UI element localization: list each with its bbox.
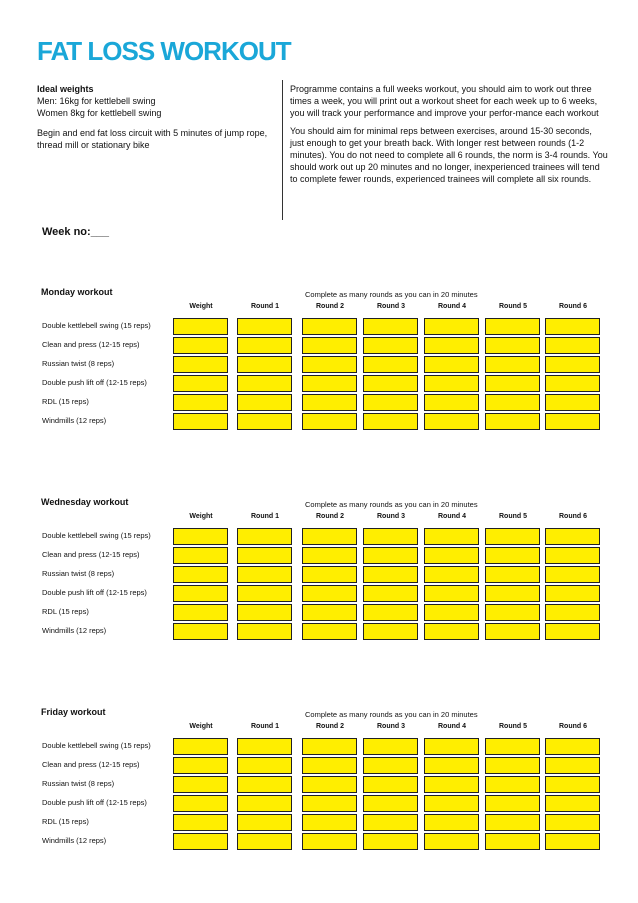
entry-cell[interactable] <box>485 394 540 411</box>
entry-cell[interactable] <box>302 776 357 793</box>
column-header: Round 4 <box>438 723 466 730</box>
entry-cell[interactable] <box>173 776 228 793</box>
entry-cell[interactable] <box>173 566 228 583</box>
entry-cell[interactable] <box>545 356 600 373</box>
rounds-note: Complete as many rounds as you can in 20 minutes <box>305 710 478 719</box>
column-header: Round 3 <box>377 513 405 520</box>
exercise-label: Russian twist (8 reps) <box>42 779 115 788</box>
entry-cell[interactable] <box>302 356 357 373</box>
entry-cell[interactable] <box>424 394 479 411</box>
column-header: Round 1 <box>251 513 279 520</box>
entry-cell[interactable] <box>237 356 292 373</box>
programme-paragraph-1: Programme contains a full weeks workout, you should aim to work out three times a week, you will print out a workout sheet for each week up to 6 weeks, you will track your performance and improve your perfor-mance each workout <box>290 84 599 118</box>
entry-cell[interactable] <box>302 795 357 812</box>
entry-cell[interactable] <box>302 413 357 430</box>
entry-cell[interactable] <box>237 795 292 812</box>
entry-cell[interactable] <box>485 814 540 831</box>
entry-cell[interactable] <box>173 547 228 564</box>
entry-cell[interactable] <box>237 604 292 621</box>
entry-cell[interactable] <box>424 833 479 850</box>
exercise-label: Double kettlebell swing (15 reps) <box>42 321 151 330</box>
entry-cell[interactable] <box>363 337 418 354</box>
entry-cell[interactable] <box>545 394 600 411</box>
entry-cell[interactable] <box>545 814 600 831</box>
entry-cell[interactable] <box>237 528 292 545</box>
entry-cell[interactable] <box>173 833 228 850</box>
entry-cell[interactable] <box>424 375 479 392</box>
entry-cell[interactable] <box>302 337 357 354</box>
workout-title: Monday workout <box>41 287 113 297</box>
entry-cell[interactable] <box>173 795 228 812</box>
entry-cell[interactable] <box>545 623 600 640</box>
entry-cell[interactable] <box>237 814 292 831</box>
column-divider <box>282 80 283 220</box>
entry-cell[interactable] <box>545 833 600 850</box>
entry-cell[interactable] <box>237 776 292 793</box>
column-header: Round 6 <box>559 723 587 730</box>
entry-cell[interactable] <box>173 375 228 392</box>
entry-cell[interactable] <box>485 337 540 354</box>
entry-cell[interactable] <box>545 795 600 812</box>
entry-cell[interactable] <box>237 547 292 564</box>
entry-cell[interactable] <box>302 814 357 831</box>
entry-cell[interactable] <box>363 566 418 583</box>
entry-cell[interactable] <box>485 757 540 774</box>
column-header: Weight <box>189 303 213 310</box>
entry-cell[interactable] <box>363 833 418 850</box>
entry-cell[interactable] <box>424 814 479 831</box>
entry-cell[interactable] <box>173 528 228 545</box>
entry-cell[interactable] <box>237 585 292 602</box>
entry-cell[interactable] <box>545 337 600 354</box>
exercise-label: Clean and press (12-15 reps) <box>42 760 140 769</box>
entry-cell[interactable] <box>302 318 357 335</box>
exercise-label: Russian twist (8 reps) <box>42 569 115 578</box>
entry-cell[interactable] <box>485 318 540 335</box>
entry-cell[interactable] <box>363 356 418 373</box>
entry-cell[interactable] <box>424 566 479 583</box>
ideal-weights-heading: Ideal weights <box>37 84 94 94</box>
column-header: Weight <box>189 513 213 520</box>
entry-cell[interactable] <box>363 623 418 640</box>
entry-cell[interactable] <box>485 566 540 583</box>
entry-cell[interactable] <box>545 604 600 621</box>
entry-cell[interactable] <box>173 585 228 602</box>
exercise-label: Clean and press (12-15 reps) <box>42 340 140 349</box>
entry-cell[interactable] <box>173 318 228 335</box>
exercise-label: Russian twist (8 reps) <box>42 359 115 368</box>
entry-cell[interactable] <box>485 623 540 640</box>
entry-cell[interactable] <box>424 604 479 621</box>
entry-cell[interactable] <box>363 814 418 831</box>
entry-cell[interactable] <box>173 337 228 354</box>
workout-title: Friday workout <box>41 707 106 717</box>
column-header: Round 2 <box>316 513 344 520</box>
entry-cell[interactable] <box>424 738 479 755</box>
entry-cell[interactable] <box>302 394 357 411</box>
rounds-note: Complete as many rounds as you can in 20 minutes <box>305 290 478 299</box>
entry-cell[interactable] <box>485 375 540 392</box>
friday-workout-section <box>0 707 638 867</box>
column-header: Round 3 <box>377 723 405 730</box>
entry-cell[interactable] <box>424 413 479 430</box>
entry-cell[interactable] <box>237 623 292 640</box>
entry-cell[interactable] <box>545 566 600 583</box>
entry-cell[interactable] <box>302 623 357 640</box>
entry-cell[interactable] <box>302 528 357 545</box>
entry-cell[interactable] <box>173 757 228 774</box>
exercise-label: Double kettlebell swing (15 reps) <box>42 741 151 750</box>
women-weight-text: Women 8kg for kettlebell swing <box>37 108 162 118</box>
column-header: Round 2 <box>316 303 344 310</box>
entry-cell[interactable] <box>173 623 228 640</box>
entry-cell[interactable] <box>237 394 292 411</box>
entry-cell[interactable] <box>363 585 418 602</box>
exercise-label: Double push lift off (12-15 reps) <box>42 798 147 807</box>
column-header: Round 4 <box>438 513 466 520</box>
exercise-label: Clean and press (12-15 reps) <box>42 550 140 559</box>
week-number-field[interactable]: Week no:___ <box>42 226 110 238</box>
entry-cell[interactable] <box>363 528 418 545</box>
exercise-label: Windmills (12 reps) <box>42 626 107 635</box>
entry-cell[interactable] <box>302 547 357 564</box>
column-header: Round 1 <box>251 723 279 730</box>
column-header: Round 6 <box>559 303 587 310</box>
entry-cell[interactable] <box>485 776 540 793</box>
entry-cell[interactable] <box>237 738 292 755</box>
entry-cell[interactable] <box>545 413 600 430</box>
entry-cell[interactable] <box>237 566 292 583</box>
entry-cell[interactable] <box>173 413 228 430</box>
entry-cell[interactable] <box>424 623 479 640</box>
column-header: Round 5 <box>499 303 527 310</box>
exercise-label: Windmills (12 reps) <box>42 416 107 425</box>
column-header: Round 5 <box>499 513 527 520</box>
column-header: Round 1 <box>251 303 279 310</box>
exercise-label: RDL (15 reps) <box>42 817 89 826</box>
exercise-label: Double kettlebell swing (15 reps) <box>42 531 151 540</box>
entry-cell[interactable] <box>485 528 540 545</box>
column-header: Round 3 <box>377 303 405 310</box>
entry-cell[interactable] <box>173 604 228 621</box>
entry-cell[interactable] <box>424 356 479 373</box>
entry-cell[interactable] <box>545 776 600 793</box>
entry-cell[interactable] <box>302 738 357 755</box>
entry-cell[interactable] <box>545 528 600 545</box>
wednesday-workout-section <box>0 497 638 657</box>
column-header: Round 6 <box>559 513 587 520</box>
exercise-label: RDL (15 reps) <box>42 397 89 406</box>
monday-workout-section <box>0 287 638 447</box>
entry-cell[interactable] <box>545 585 600 602</box>
entry-cell[interactable] <box>363 795 418 812</box>
exercise-label: Double push lift off (12-15 reps) <box>42 378 147 387</box>
programme-paragraph-2: You should aim for minimal reps between exercises, around 15-30 seconds, just enough to get your breath back. With longer rest between rounds (1-2 minutes). You do not need to complete all 6 rounds, the norm is 3-4 rounds. You should work out up 20 minutes and no longer, inexperienced trainees will tend to complete fewer rounds, experienced trainees will complete all six rounds. <box>290 126 608 184</box>
column-header: Weight <box>189 723 213 730</box>
exercise-label: Windmills (12 reps) <box>42 836 107 845</box>
entry-cell[interactable] <box>363 738 418 755</box>
entry-cell[interactable] <box>237 833 292 850</box>
entry-cell[interactable] <box>237 757 292 774</box>
entry-cell[interactable] <box>173 394 228 411</box>
entry-cell[interactable] <box>302 833 357 850</box>
entry-cell[interactable] <box>485 356 540 373</box>
entry-cell[interactable] <box>363 776 418 793</box>
entry-cell[interactable] <box>485 585 540 602</box>
entry-cell[interactable] <box>363 394 418 411</box>
exercise-label: RDL (15 reps) <box>42 607 89 616</box>
entry-cell[interactable] <box>424 337 479 354</box>
entry-cell[interactable] <box>302 585 357 602</box>
entry-cell[interactable] <box>424 757 479 774</box>
entry-cell[interactable] <box>237 375 292 392</box>
entry-cell[interactable] <box>363 604 418 621</box>
page-title: FAT LOSS WORKOUT <box>37 36 291 66</box>
entry-cell[interactable] <box>424 528 479 545</box>
entry-cell[interactable] <box>545 738 600 755</box>
entry-cell[interactable] <box>302 757 357 774</box>
entry-cell[interactable] <box>302 375 357 392</box>
ideal-weights-column <box>37 83 277 159</box>
entry-cell[interactable] <box>363 547 418 564</box>
entry-cell[interactable] <box>173 814 228 831</box>
entry-cell[interactable] <box>485 604 540 621</box>
entry-cell[interactable] <box>363 757 418 774</box>
entry-cell[interactable] <box>485 738 540 755</box>
entry-cell[interactable] <box>363 375 418 392</box>
entry-cell[interactable] <box>424 795 479 812</box>
column-header: Round 5 <box>499 723 527 730</box>
entry-cell[interactable] <box>363 413 418 430</box>
entry-cell[interactable] <box>545 318 600 335</box>
entry-cell[interactable] <box>485 413 540 430</box>
entry-cell[interactable] <box>485 795 540 812</box>
entry-cell[interactable] <box>237 413 292 430</box>
entry-cell[interactable] <box>485 547 540 564</box>
entry-cell[interactable] <box>302 604 357 621</box>
exercise-label: Double push lift off (12-15 reps) <box>42 588 147 597</box>
entry-cell[interactable] <box>173 738 228 755</box>
column-header: Round 2 <box>316 723 344 730</box>
programme-info-column <box>290 83 608 191</box>
entry-cell[interactable] <box>237 337 292 354</box>
column-header: Round 4 <box>438 303 466 310</box>
entry-cell[interactable] <box>302 566 357 583</box>
entry-cell[interactable] <box>424 585 479 602</box>
entry-cell[interactable] <box>424 547 479 564</box>
entry-cell[interactable] <box>485 833 540 850</box>
entry-cell[interactable] <box>363 318 418 335</box>
entry-cell[interactable] <box>545 375 600 392</box>
entry-cell[interactable] <box>424 318 479 335</box>
rounds-note: Complete as many rounds as you can in 20 minutes <box>305 500 478 509</box>
entry-cell[interactable] <box>545 547 600 564</box>
entry-cell[interactable] <box>545 757 600 774</box>
entry-cell[interactable] <box>237 318 292 335</box>
workout-title: Wednesday workout <box>41 497 129 507</box>
entry-cell[interactable] <box>424 776 479 793</box>
warmup-text: Begin and end fat loss circuit with 5 minutes of jump rope, thread mill or stationary bike <box>37 128 268 150</box>
men-weight-text: Men: 16kg for kettlebell swing <box>37 96 156 106</box>
entry-cell[interactable] <box>173 356 228 373</box>
